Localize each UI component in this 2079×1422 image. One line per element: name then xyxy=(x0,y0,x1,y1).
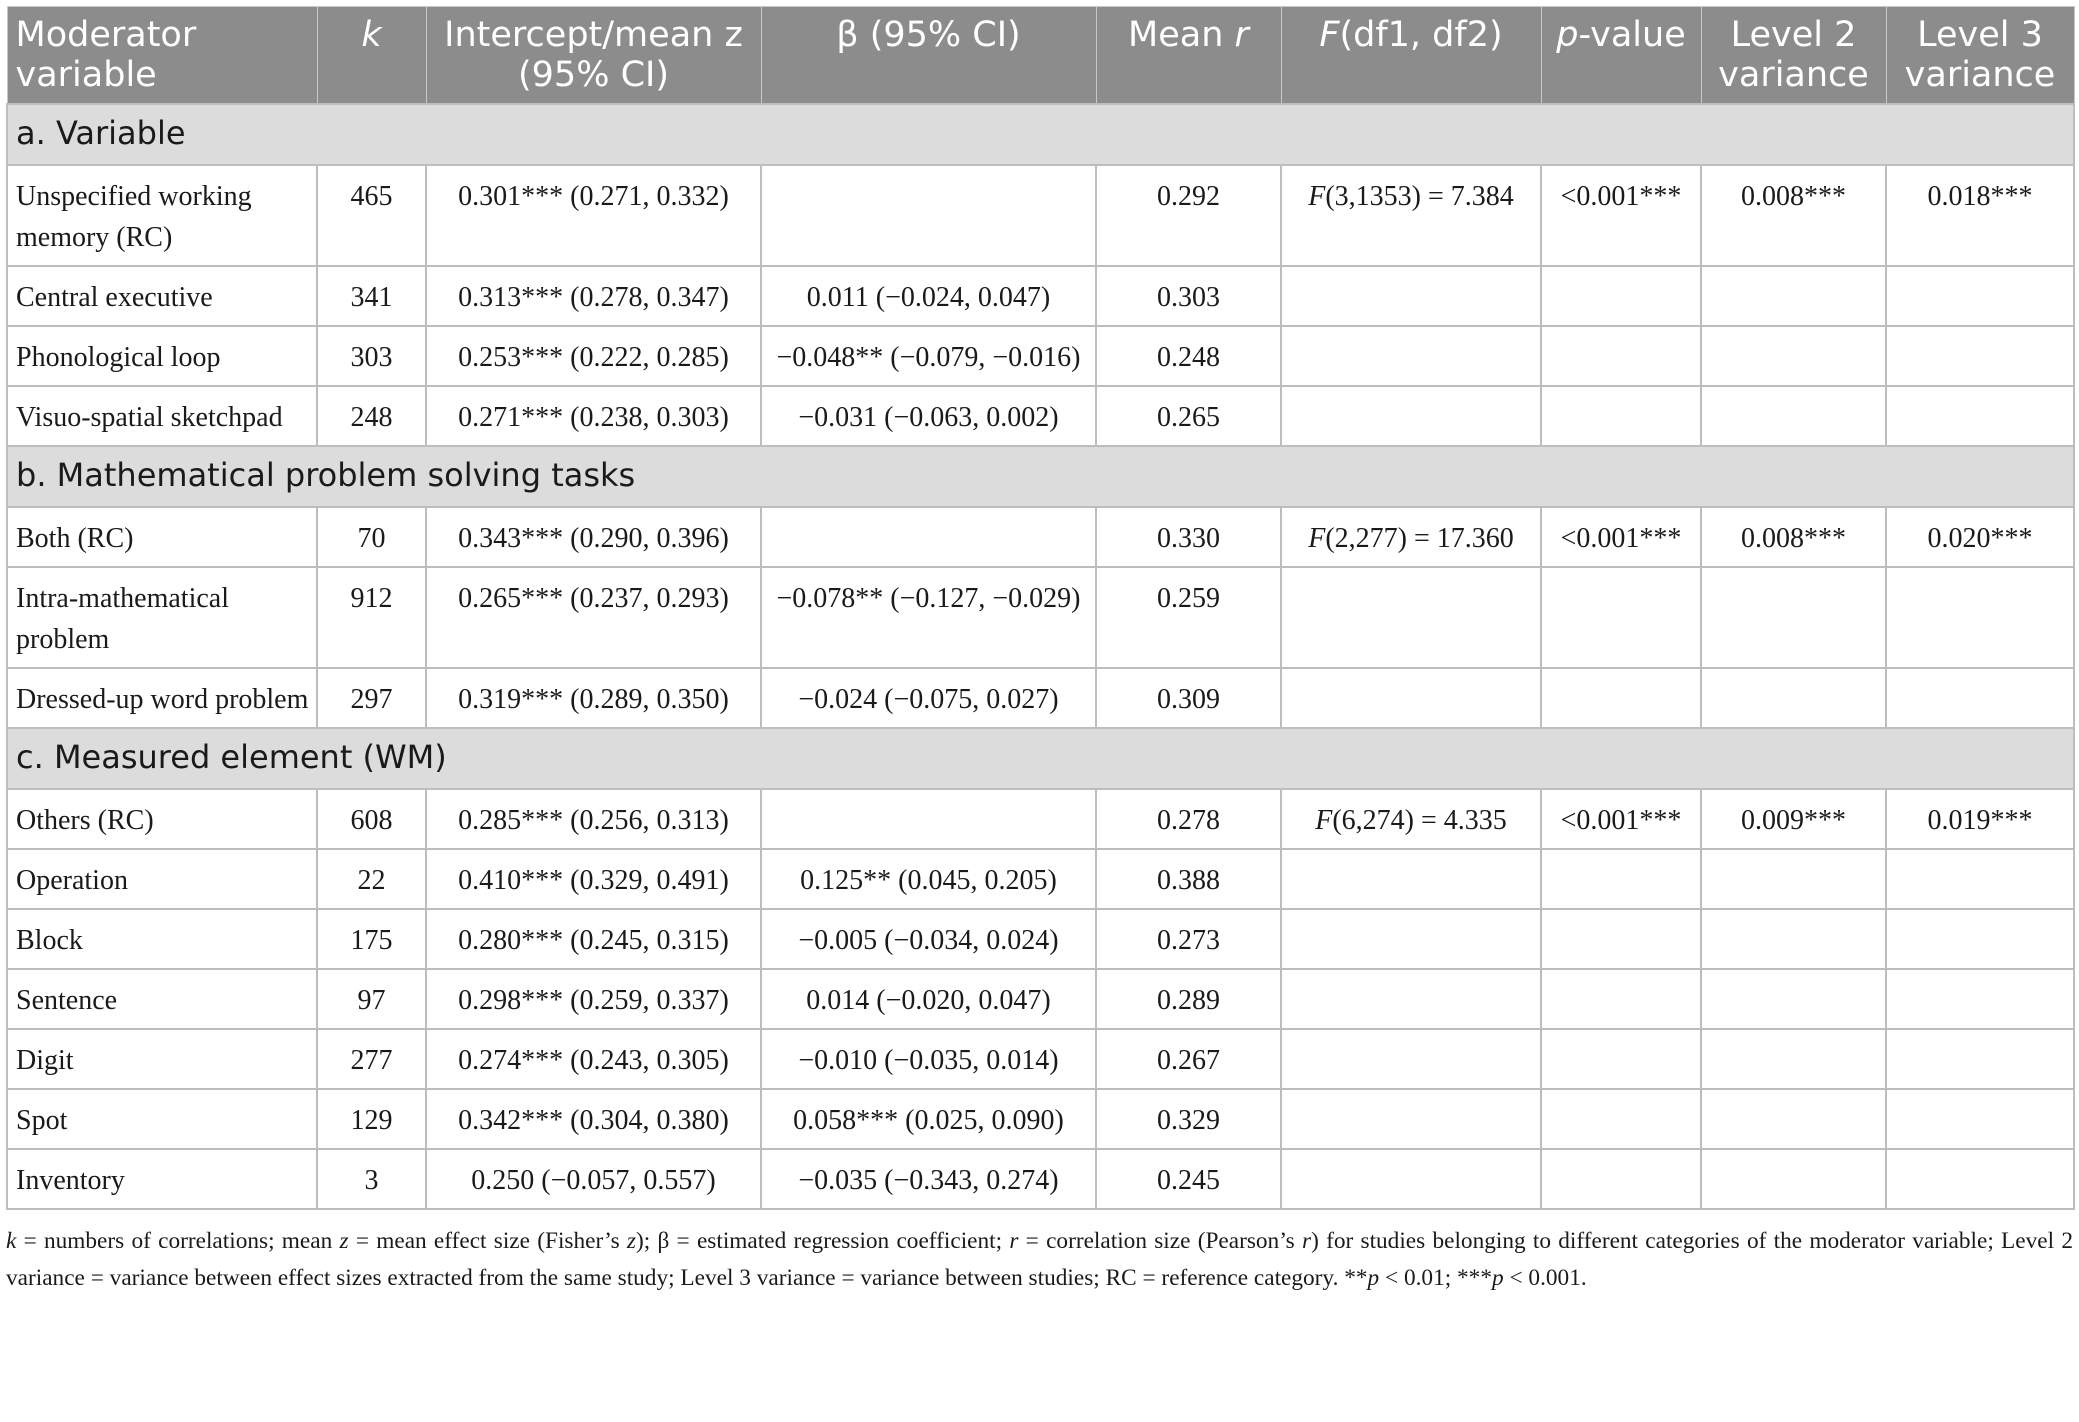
cell-beta: 0.011 (−0.024, 0.047) xyxy=(761,266,1096,326)
table-row xyxy=(7,668,2074,728)
cell-beta: −0.010 (−0.035, 0.014) xyxy=(761,1029,1096,1089)
cell-moderator: Visuo-spatial sketchpad xyxy=(7,386,317,446)
cell-intercept: 0.301*** (0.271, 0.332) xyxy=(426,165,761,266)
cell-p-value xyxy=(1541,1089,1701,1149)
header-p: p-value xyxy=(1541,7,1701,105)
table-row xyxy=(7,1089,2074,1149)
table-row xyxy=(7,386,2074,446)
cell-moderator: Phonological loop xyxy=(7,326,317,386)
cell-moderator: Dressed-up word problem xyxy=(7,668,317,728)
header-beta: β (95% CI) xyxy=(761,7,1096,105)
cell-moderator: Both (RC) xyxy=(7,507,317,567)
cell-beta: −0.048** (−0.079, −0.016) xyxy=(761,326,1096,386)
cell-level3-variance xyxy=(1886,1029,2074,1089)
cell-level2-variance xyxy=(1701,668,1886,728)
cell-level3-variance xyxy=(1886,969,2074,1029)
cell-level2-variance xyxy=(1701,567,1886,668)
cell-k: 70 xyxy=(317,507,426,567)
cell-k: 175 xyxy=(317,909,426,969)
cell-mean-r: 0.292 xyxy=(1096,165,1281,266)
cell-intercept: 0.319*** (0.289, 0.350) xyxy=(426,668,761,728)
table-row xyxy=(7,326,2074,386)
cell-beta xyxy=(761,165,1096,266)
cell-level2-variance xyxy=(1701,326,1886,386)
cell-moderator: Operation xyxy=(7,849,317,909)
cell-f-statistic xyxy=(1281,266,1541,326)
header-level3: Level 3 variance xyxy=(1886,7,2074,105)
cell-mean-r: 0.248 xyxy=(1096,326,1281,386)
cell-f-statistic xyxy=(1281,326,1541,386)
header-level2: Level 2 variance xyxy=(1701,7,1886,105)
cell-mean-r: 0.289 xyxy=(1096,969,1281,1029)
cell-mean-r: 0.265 xyxy=(1096,386,1281,446)
cell-f-statistic xyxy=(1281,1149,1541,1209)
cell-level3-variance xyxy=(1886,849,2074,909)
cell-f-statistic xyxy=(1281,1089,1541,1149)
cell-k: 465 xyxy=(317,165,426,266)
cell-level3-variance xyxy=(1886,1089,2074,1149)
cell-mean-r: 0.259 xyxy=(1096,567,1281,668)
cell-f-statistic: F(6,274) = 4.335 xyxy=(1281,789,1541,849)
cell-mean-r: 0.329 xyxy=(1096,1089,1281,1149)
cell-level3-variance xyxy=(1886,909,2074,969)
cell-level2-variance xyxy=(1701,1089,1886,1149)
table-header xyxy=(7,7,2074,105)
cell-moderator: Central executive xyxy=(7,266,317,326)
cell-mean-r: 0.267 xyxy=(1096,1029,1281,1089)
cell-level3-variance: 0.018*** xyxy=(1886,165,2074,266)
section-title: b. Mathematical problem solving tasks xyxy=(7,446,2074,507)
cell-k: 129 xyxy=(317,1089,426,1149)
header-moderator: Moderator variable xyxy=(7,7,317,105)
table-row xyxy=(7,165,2074,266)
cell-intercept: 0.342*** (0.304, 0.380) xyxy=(426,1089,761,1149)
cell-moderator: Unspecified working memory (RC) xyxy=(7,165,317,266)
cell-level3-variance xyxy=(1886,266,2074,326)
cell-intercept: 0.410*** (0.329, 0.491) xyxy=(426,849,761,909)
cell-moderator: Block xyxy=(7,909,317,969)
cell-level2-variance xyxy=(1701,266,1886,326)
cell-moderator: Intra-mathematical problem xyxy=(7,567,317,668)
cell-k: 22 xyxy=(317,849,426,909)
header-intercept: Intercept/mean z (95% CI) xyxy=(426,7,761,105)
cell-beta: −0.035 (−0.343, 0.274) xyxy=(761,1149,1096,1209)
cell-beta: −0.031 (−0.063, 0.002) xyxy=(761,386,1096,446)
section-row xyxy=(7,104,2074,165)
cell-mean-r: 0.309 xyxy=(1096,668,1281,728)
cell-level2-variance xyxy=(1701,849,1886,909)
cell-p-value xyxy=(1541,969,1701,1029)
table-footnote: k = numbers of correlations; mean z = mean effect size (Fisher’s z); β = estimated regression coefficient; r = correlation size (Pearson’s r) for studies belonging to different categories of the moderator variable; Level 2 variance = variance between effect sizes extracted from the same study; Level 3 variance = variance between studies; RC = reference category. **p < 0.01; ***p < 0.001. xyxy=(6,1228,2073,1291)
cell-mean-r: 0.388 xyxy=(1096,849,1281,909)
cell-level2-variance: 0.008*** xyxy=(1701,507,1886,567)
cell-level2-variance: 0.009*** xyxy=(1701,789,1886,849)
cell-p-value xyxy=(1541,849,1701,909)
cell-intercept: 0.265*** (0.237, 0.293) xyxy=(426,567,761,668)
cell-moderator: Others (RC) xyxy=(7,789,317,849)
cell-p-value xyxy=(1541,567,1701,668)
cell-k: 608 xyxy=(317,789,426,849)
cell-f-statistic xyxy=(1281,668,1541,728)
cell-mean-r: 0.303 xyxy=(1096,266,1281,326)
cell-f-statistic: F(3,1353) = 7.384 xyxy=(1281,165,1541,266)
cell-level2-variance xyxy=(1701,969,1886,1029)
cell-intercept: 0.313*** (0.278, 0.347) xyxy=(426,266,761,326)
table-row xyxy=(7,789,2074,849)
cell-level3-variance: 0.019*** xyxy=(1886,789,2074,849)
cell-f-statistic xyxy=(1281,386,1541,446)
cell-p-value xyxy=(1541,326,1701,386)
cell-p-value: <0.001*** xyxy=(1541,165,1701,266)
cell-level3-variance xyxy=(1886,386,2074,446)
cell-p-value xyxy=(1541,909,1701,969)
cell-moderator: Sentence xyxy=(7,969,317,1029)
cell-k: 341 xyxy=(317,266,426,326)
header-f: F(df1, df2) xyxy=(1281,7,1541,105)
header-k: k xyxy=(317,7,426,105)
header-row xyxy=(7,7,2074,105)
cell-f-statistic xyxy=(1281,909,1541,969)
cell-k: 97 xyxy=(317,969,426,1029)
cell-intercept: 0.343*** (0.290, 0.396) xyxy=(426,507,761,567)
cell-k: 297 xyxy=(317,668,426,728)
moderator-analysis-table xyxy=(6,6,2075,1210)
cell-intercept: 0.253*** (0.222, 0.285) xyxy=(426,326,761,386)
cell-k: 277 xyxy=(317,1029,426,1089)
cell-p-value xyxy=(1541,1149,1701,1209)
table-row xyxy=(7,849,2074,909)
cell-k: 248 xyxy=(317,386,426,446)
table-row xyxy=(7,909,2074,969)
cell-beta xyxy=(761,507,1096,567)
section-title: c. Measured element (WM) xyxy=(7,728,2074,789)
cell-f-statistic: F(2,277) = 17.360 xyxy=(1281,507,1541,567)
table-row xyxy=(7,507,2074,567)
cell-mean-r: 0.245 xyxy=(1096,1149,1281,1209)
table-row xyxy=(7,266,2074,326)
cell-moderator: Spot xyxy=(7,1089,317,1149)
table-row xyxy=(7,969,2074,1029)
cell-p-value xyxy=(1541,266,1701,326)
cell-mean-r: 0.273 xyxy=(1096,909,1281,969)
cell-level2-variance xyxy=(1701,1029,1886,1089)
cell-level2-variance: 0.008*** xyxy=(1701,165,1886,266)
cell-intercept: 0.274*** (0.243, 0.305) xyxy=(426,1029,761,1089)
cell-mean-r: 0.278 xyxy=(1096,789,1281,849)
cell-p-value: <0.001*** xyxy=(1541,507,1701,567)
cell-level2-variance xyxy=(1701,1149,1886,1209)
cell-k: 912 xyxy=(317,567,426,668)
header-mean-r: Mean r xyxy=(1096,7,1281,105)
cell-beta: −0.005 (−0.034, 0.024) xyxy=(761,909,1096,969)
cell-p-value xyxy=(1541,386,1701,446)
cell-intercept: 0.271*** (0.238, 0.303) xyxy=(426,386,761,446)
cell-k: 303 xyxy=(317,326,426,386)
table-body xyxy=(7,104,2074,1209)
section-row xyxy=(7,446,2074,507)
section-row xyxy=(7,728,2074,789)
cell-level3-variance xyxy=(1886,326,2074,386)
cell-f-statistic xyxy=(1281,567,1541,668)
table-container xyxy=(6,6,2073,1297)
cell-intercept: 0.250 (−0.057, 0.557) xyxy=(426,1149,761,1209)
cell-mean-r: 0.330 xyxy=(1096,507,1281,567)
cell-beta: 0.014 (−0.020, 0.047) xyxy=(761,969,1096,1029)
cell-level3-variance xyxy=(1886,1149,2074,1209)
cell-level3-variance xyxy=(1886,567,2074,668)
cell-k: 3 xyxy=(317,1149,426,1209)
cell-intercept: 0.285*** (0.256, 0.313) xyxy=(426,789,761,849)
cell-level2-variance xyxy=(1701,909,1886,969)
cell-p-value: <0.001*** xyxy=(1541,789,1701,849)
table-row xyxy=(7,1029,2074,1089)
cell-beta: 0.058*** (0.025, 0.090) xyxy=(761,1089,1096,1149)
cell-intercept: 0.298*** (0.259, 0.337) xyxy=(426,969,761,1029)
cell-intercept: 0.280*** (0.245, 0.315) xyxy=(426,909,761,969)
table-row xyxy=(7,1149,2074,1209)
cell-beta: −0.024 (−0.075, 0.027) xyxy=(761,668,1096,728)
cell-level3-variance: 0.020*** xyxy=(1886,507,2074,567)
cell-p-value xyxy=(1541,1029,1701,1089)
cell-moderator: Digit xyxy=(7,1029,317,1089)
cell-f-statistic xyxy=(1281,969,1541,1029)
cell-level2-variance xyxy=(1701,386,1886,446)
cell-f-statistic xyxy=(1281,1029,1541,1089)
table-row xyxy=(7,567,2074,668)
cell-beta: 0.125** (0.045, 0.205) xyxy=(761,849,1096,909)
section-title: a. Variable xyxy=(7,104,2074,165)
cell-beta: −0.078** (−0.127, −0.029) xyxy=(761,567,1096,668)
cell-f-statistic xyxy=(1281,849,1541,909)
cell-p-value xyxy=(1541,668,1701,728)
cell-beta xyxy=(761,789,1096,849)
cell-level3-variance xyxy=(1886,668,2074,728)
cell-moderator: Inventory xyxy=(7,1149,317,1209)
